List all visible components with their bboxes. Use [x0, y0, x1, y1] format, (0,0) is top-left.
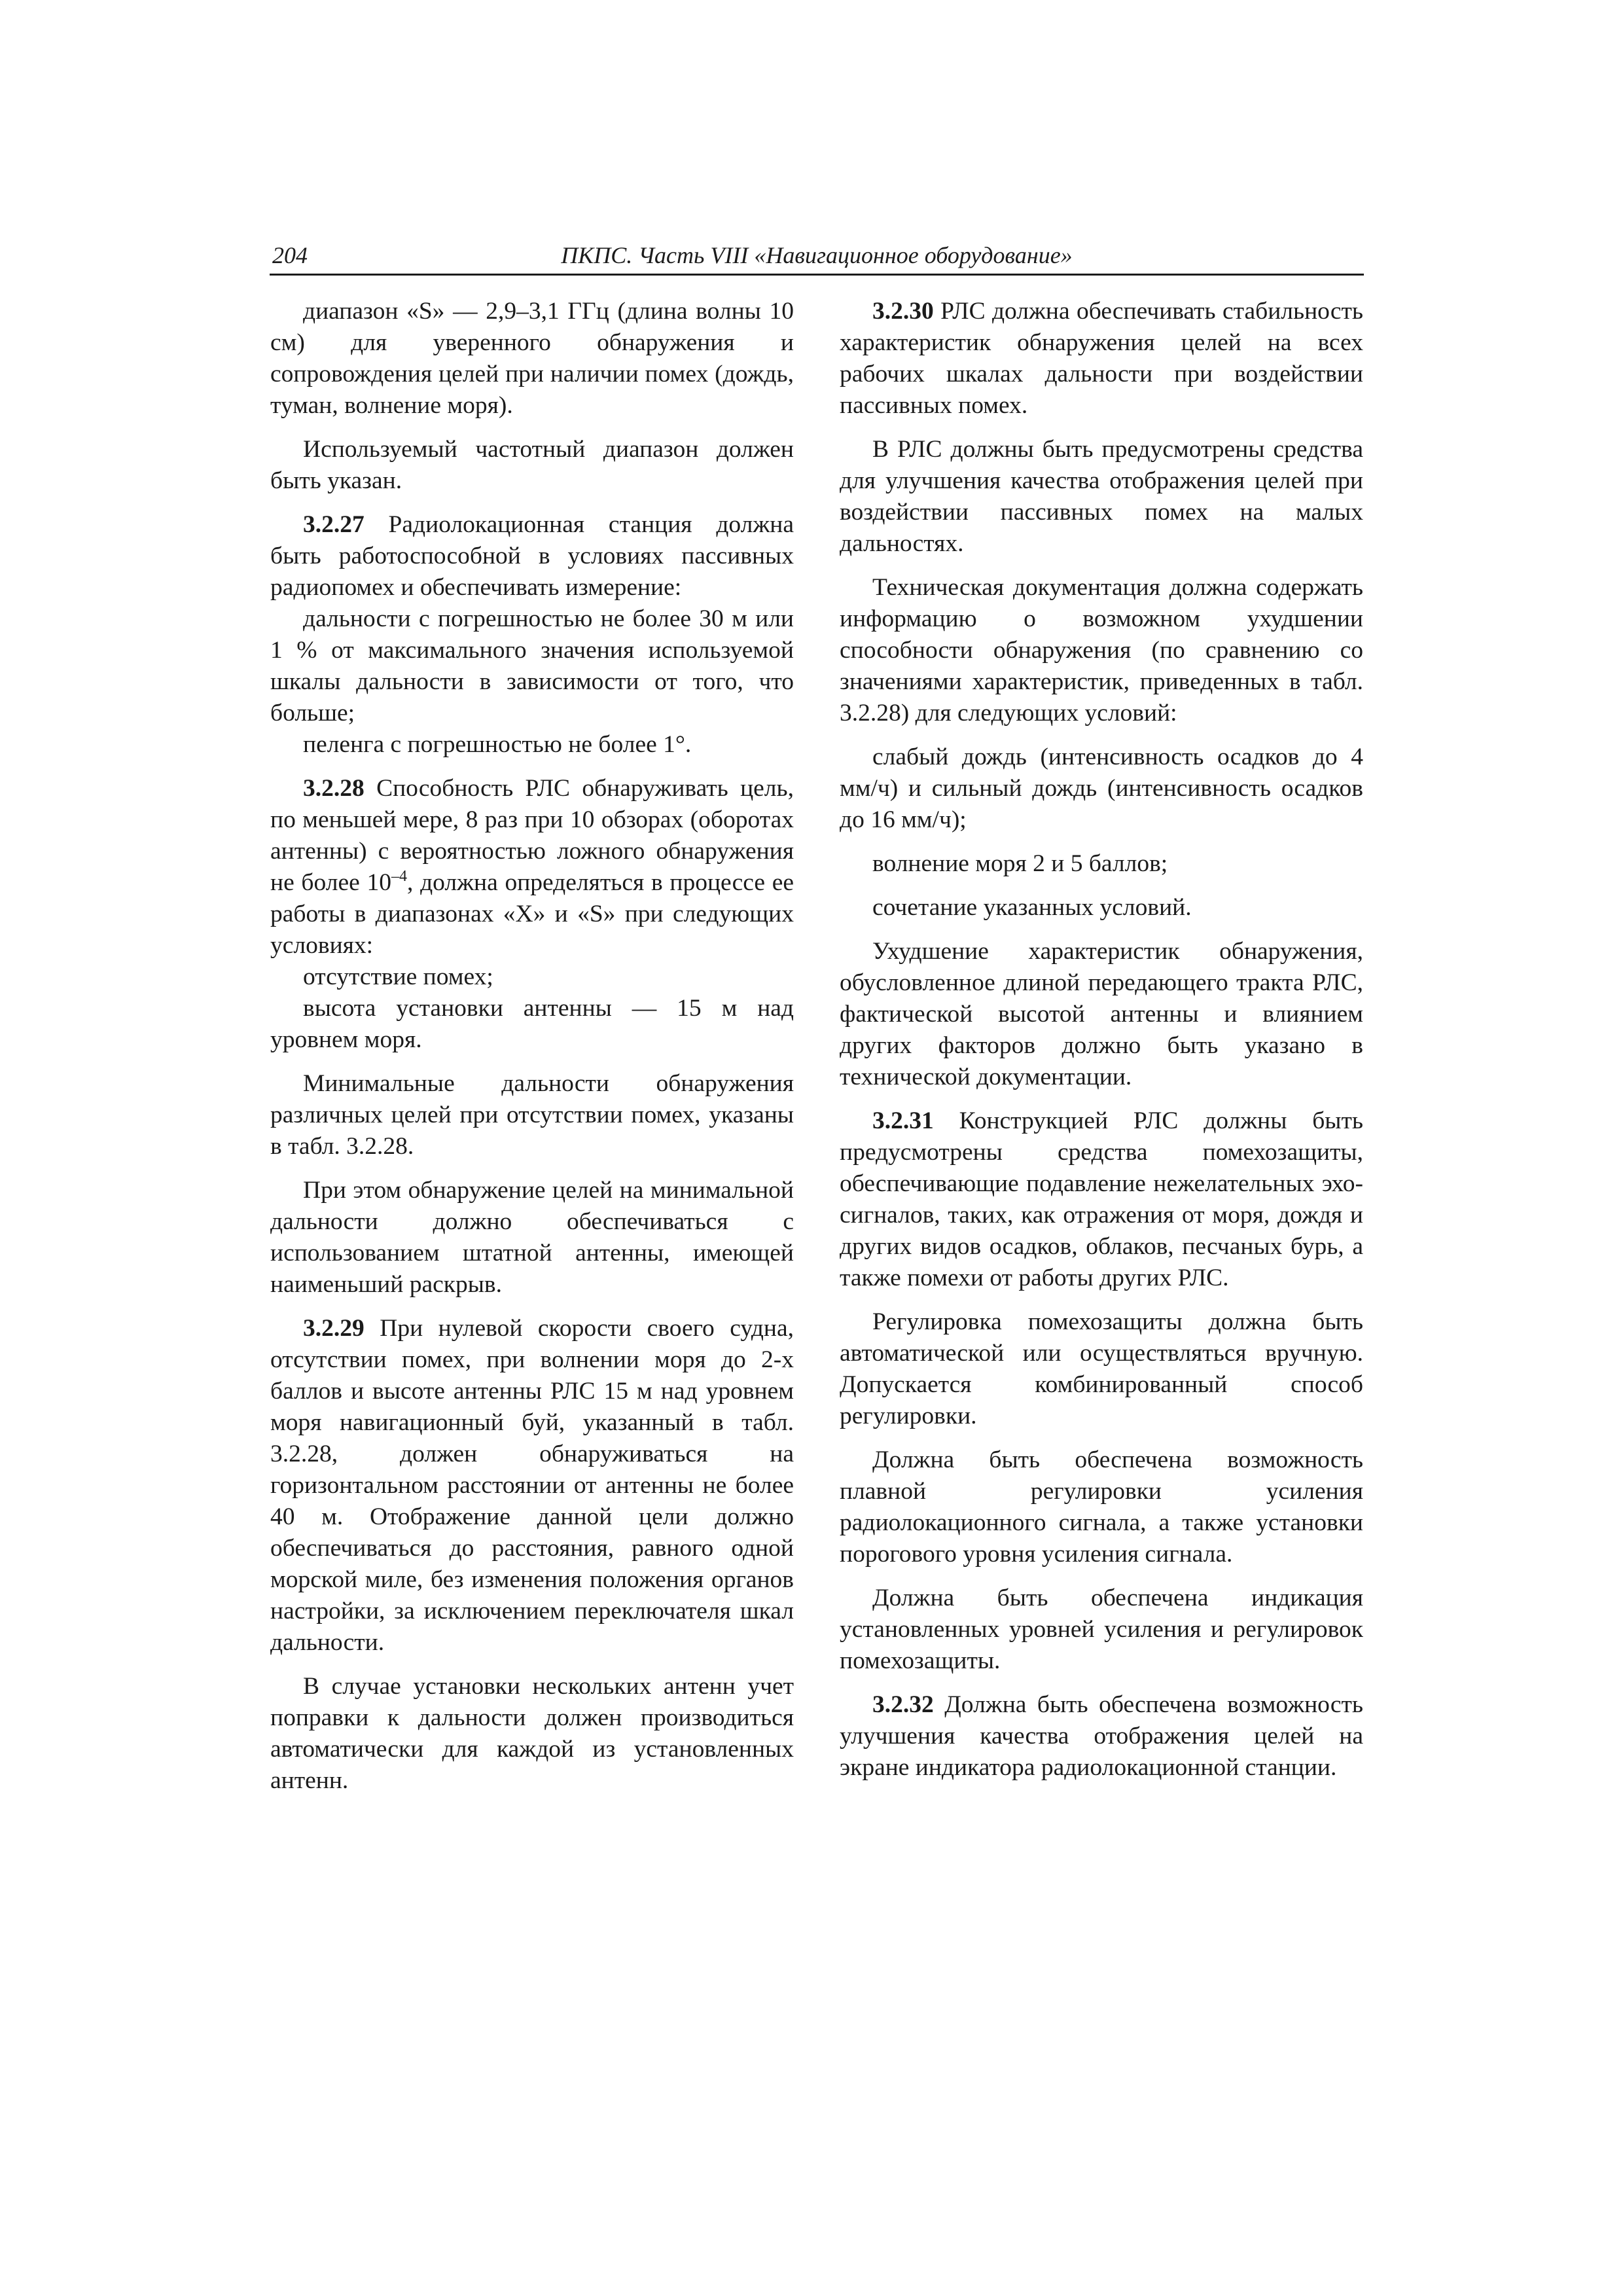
paragraph: Используемый частотный диапазон должен быть указан.: [270, 436, 794, 494]
paragraph-text: При нулевой скорости своего судна, отсутствии помех, при волнении моря до 2-х баллов и высоте антенны РЛС 15 м над уровнем моря навигационный буй, указанный в табл. 3.2.28, должен обнаруживаться на горизонтальном расстоянии от антенны не более 40 м. Отображение данной цели должно обеспечиваться до расстояния, равного одной морской миле, без изменения положения органов настройки, за исключением переключателя шкал дальности.: [270, 1315, 794, 1656]
paragraph: В РЛС должны быть предусмотрены средства для улучшения качества отображения целей при воздействии пассивных помех на малых дальностях.: [840, 436, 1363, 557]
left-column: [270, 296, 794, 1797]
section-number: 3.2.29: [303, 1315, 365, 1342]
paragraph: отсутствие помех;: [303, 963, 493, 990]
paragraph: сочетание указанных условий.: [872, 894, 1192, 921]
paragraph: Должна быть обеспечена возможность плавной регулировки усиления радиолокационного сигнала, а также установки порогового уровня усиления сигнала.: [840, 1446, 1363, 1568]
page-number: 204: [272, 242, 308, 268]
section-3-2-32: [840, 1689, 1363, 1784]
paragraph: Минимальные дальности обнаружения различных целей при отсутствии помех, указаны в табл. 3.2.28.: [270, 1070, 794, 1160]
paragraph: Должна быть обеспечена индикация установленных уровней усиления и регулировок помехозащиты.: [840, 1585, 1363, 1674]
paragraph: волнение моря 2 и 5 баллов;: [872, 850, 1168, 877]
section-3-2-29: [270, 1313, 794, 1659]
section-number: 3.2.27: [303, 511, 365, 538]
paragraph-text: РЛС должна обеспечивать стабильность характеристик обнаружения целей на всех рабочих шкалах дальности при воздействии пассивных помех.: [840, 298, 1363, 419]
section-3-2-28: [270, 773, 794, 961]
running-header: [270, 237, 1364, 276]
paragraph: В случае установки нескольких антенн учет поправки к дальности должен производиться автоматически для каждой из установленных антенн.: [270, 1673, 794, 1794]
paragraph: Регулировка помехозащиты должна быть автоматической или осуществляться вручную. Допускается комбинированный способ регулировки.: [840, 1308, 1363, 1429]
section-number: 3.2.32: [872, 1691, 934, 1718]
section-3-2-30: [840, 296, 1363, 422]
section-number: 3.2.28: [303, 775, 365, 802]
paragraph-text: Конструкцией РЛС должны быть предусмотрены средства помехозащиты, обеспечивающие подавление нежелательных эхо-сигналов, таких, как отражения от моря, дождя и других видов осадков, облаков, песчаных бурь, а также помехи от работы других РЛС.: [840, 1107, 1363, 1291]
section-number: 3.2.30: [872, 298, 934, 325]
section-number: 3.2.31: [872, 1107, 934, 1134]
section-3-2-27: [270, 509, 794, 603]
section-3-2-31: [840, 1105, 1363, 1294]
paragraph: Ухудшение характеристик обнаружения, обусловленное длиной передающего тракта РЛС, фактической высотой антенны и влиянием других факторов должно быть указано в технической документации.: [840, 938, 1363, 1090]
paragraph: слабый дождь (интенсивность осадков до 4 мм/ч) и сильный дождь (интенсивность осадков до 16 мм/ч);: [840, 744, 1363, 833]
paragraph-text: Способность РЛС обнаруживать цель, по меньшей мере, 8 раз при 10 обзорах (оборотах антенны) с вероятностью ложного обнаружения не более 10: [270, 775, 794, 896]
paragraph: пеленга с погрешностью не более 1°.: [303, 731, 692, 758]
paragraph: диапазон «S» — 2,9–3,1 ГГц (длина волны 10 см) для уверенного обнаружения и сопровождения целей при наличии помех (дождь, туман, волнение моря).: [270, 298, 794, 419]
paragraph: высота установки антенны — 15 м над уровнем моря.: [270, 995, 794, 1053]
paragraph: дальности с погрешностью не более 30 м или 1 % от максимального значения используемой шкалы дальности в зависимости от того, что больше;: [270, 605, 794, 726]
right-column: [840, 296, 1363, 1784]
paragraph: При этом обнаружение целей на минимальной дальности должно обеспечиваться с использованием штатной антенны, имеющей наименьший раскрыв.: [270, 1177, 794, 1298]
paragraph-text: , должна определяться в процессе ее работы в диапазонах «X» и «S» при следующих условиях:: [270, 869, 794, 959]
paragraph: Техническая документация должна содержать информацию о возможном ухудшении способности обнаружения (по сравнению со значениями характеристик, приведенных в табл. 3.2.28) для следующих условий:: [840, 574, 1363, 726]
exponent: –4: [391, 868, 407, 885]
paragraph-text: Радиолокационная станция должна быть работоспособной в условиях пассивных радиопомех и обеспечивать измерение:: [270, 511, 794, 601]
paragraph-text: Должна быть обеспечена возможность улучшения качества отображения целей на экране индикатора радиолокационной станции.: [840, 1691, 1363, 1781]
running-title: ПКПС. Часть VIII «Навигационное оборудование»: [561, 242, 1073, 268]
